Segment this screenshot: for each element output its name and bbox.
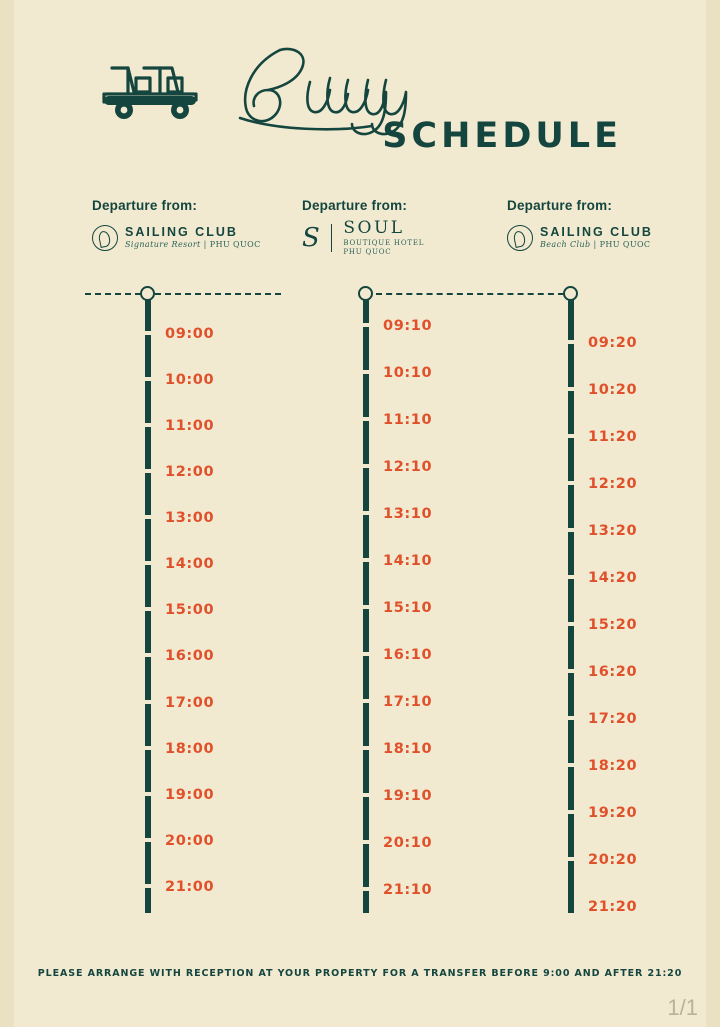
- timeline-tick: [145, 746, 151, 750]
- soul-divider-icon: [331, 224, 332, 252]
- timeline-tick: [145, 653, 151, 657]
- timeline-bar-3: [568, 300, 574, 913]
- time-entry: 16:20: [588, 664, 638, 680]
- time-entry: 21:00: [165, 879, 215, 895]
- time-entry: 21:10: [383, 882, 433, 898]
- time-entry: 10:10: [383, 365, 433, 381]
- timeline-tick: [363, 323, 369, 327]
- soul-logo-icon: S: [302, 223, 320, 253]
- timeline-tick: [363, 511, 369, 515]
- brand-sub-1: Signature Resort | PHU QUOC: [125, 240, 261, 250]
- time-entry: 09:00: [165, 326, 215, 342]
- timeline-tick: [568, 387, 574, 391]
- timeline-tick: [363, 840, 369, 844]
- time-entry: 10:20: [588, 382, 638, 398]
- time-entry: 19:20: [588, 805, 638, 821]
- golf-buggy-icon: [98, 48, 208, 120]
- time-entry: 18:20: [588, 758, 638, 774]
- time-entry: 11:20: [588, 429, 638, 445]
- time-entry: 20:20: [588, 852, 638, 868]
- timeline-tick: [568, 622, 574, 626]
- timeline-node-3: [563, 286, 578, 301]
- brand-sailing-club-beach-club: [507, 221, 695, 255]
- brand-sub-script-1: Signature Resort: [125, 240, 201, 250]
- time-entry: 21:20: [588, 899, 638, 915]
- timeline-tick: [568, 810, 574, 814]
- timeline-tick: [568, 669, 574, 673]
- time-entry: 09:10: [383, 318, 433, 334]
- timeline-tick: [145, 838, 151, 842]
- poster-header: [0, 18, 720, 168]
- timeline-node-1: [140, 286, 155, 301]
- brand-sub-2: [343, 240, 424, 247]
- time-entry: 12:10: [383, 459, 433, 475]
- brand-sub-script-2: BOUTIQUE HOTEL: [343, 238, 425, 247]
- footer-note: PLEASE ARRANGE WITH RECEPTION AT YOUR PROPERTY FOR A TRANSFER BEFORE 9:00 AND AFTER 21:20: [37, 968, 683, 979]
- timeline-tick: [363, 464, 369, 468]
- time-entry: 14:00: [165, 556, 215, 572]
- brand-name-3: SAILING CLUB: [540, 225, 653, 240]
- timeline-node-2: [358, 286, 373, 301]
- timeline-tick: [363, 793, 369, 797]
- time-entry: 15:10: [383, 600, 433, 616]
- time-entry: 16:10: [383, 647, 433, 663]
- timeline-tick: [568, 528, 574, 532]
- time-entry: 19:00: [165, 787, 215, 803]
- time-entry: 13:00: [165, 510, 215, 526]
- timeline-dash-2: [376, 293, 564, 295]
- time-entry: 17:00: [165, 695, 215, 711]
- time-entry: 17:20: [588, 711, 638, 727]
- schedule-columns: [0, 198, 720, 1027]
- departure-label-2: Departure from:: [302, 198, 408, 213]
- time-entry: 20:00: [165, 833, 215, 849]
- schedule-column-3: [485, 198, 695, 915]
- timeline-tick: [363, 887, 369, 891]
- time-entry: 17:10: [383, 694, 433, 710]
- timeline-tick: [145, 700, 151, 704]
- timeline-tick: [145, 607, 151, 611]
- page-counter: 1/1: [667, 995, 698, 1020]
- time-entry: 13:20: [588, 523, 638, 539]
- time-entry: 12:00: [165, 464, 215, 480]
- time-entry: 11:00: [165, 418, 215, 434]
- time-entry: 15:20: [588, 617, 638, 633]
- brand-sub-location-2: PHU QUOC: [343, 247, 392, 256]
- timeline-tick: [568, 857, 574, 861]
- brand-sailing-club-signature-resort: [92, 221, 280, 255]
- brand-name-2: SOUL: [343, 217, 405, 238]
- timeline-tick: [145, 515, 151, 519]
- timeline-tick: [363, 417, 369, 421]
- timeline-tick: [568, 716, 574, 720]
- brand-name-1: SAILING CLUB: [125, 225, 238, 240]
- timeline-tick: [568, 481, 574, 485]
- time-entry: 13:10: [383, 506, 433, 522]
- time-entry: 15:00: [165, 602, 215, 618]
- timeline-tick: [568, 763, 574, 767]
- title-schedule: SCHEDULE: [382, 116, 622, 156]
- timeline-tick: [145, 423, 151, 427]
- timeline-tick: [145, 469, 151, 473]
- departure-label-1: Departure from:: [92, 198, 198, 213]
- timeline-tick: [363, 558, 369, 562]
- timeline-tick: [145, 884, 151, 888]
- timeline-tick: [363, 746, 369, 750]
- timeline-tick: [145, 377, 151, 381]
- brand-sub-3: Beach Club | PHU QUOC: [540, 240, 651, 250]
- timeline-tick: [568, 434, 574, 438]
- time-entry: 19:10: [383, 788, 433, 804]
- timeline-tick: [568, 340, 574, 344]
- time-entry: 18:00: [165, 741, 215, 757]
- time-entry: 14:20: [588, 570, 638, 586]
- timeline-tick: [145, 331, 151, 335]
- timeline-tick: [363, 605, 369, 609]
- time-entry: 10:00: [165, 372, 215, 388]
- timeline-tick: [363, 370, 369, 374]
- time-entry: 18:10: [383, 741, 433, 757]
- time-entry: 20:10: [383, 835, 433, 851]
- timeline-tick: [145, 561, 151, 565]
- schedule-column-2: [280, 198, 490, 898]
- brand-sub-location-3: PHU QUOC: [599, 240, 651, 250]
- timeline-tick: [145, 792, 151, 796]
- schedule-column-1: [70, 198, 280, 895]
- time-entry: 12:20: [588, 476, 638, 492]
- sailing-club-logo-icon: [92, 225, 118, 251]
- time-entry: 16:00: [165, 648, 215, 664]
- timeline-tick: [363, 699, 369, 703]
- brand-sub-script-3: Beach Club: [540, 240, 591, 250]
- brand-sub-location-1: PHU QUOC: [209, 240, 261, 250]
- brand-soul-boutique-hotel: [302, 217, 490, 256]
- timeline-tick: [568, 575, 574, 579]
- sailing-club-logo-icon: [507, 225, 533, 251]
- time-entry: 11:10: [383, 412, 433, 428]
- timeline-dash-1: [85, 293, 281, 295]
- time-entry: 14:10: [383, 553, 433, 569]
- timeline-tick: [363, 652, 369, 656]
- departure-label-3: Departure from:: [507, 198, 613, 213]
- time-entry: 09:20: [588, 335, 638, 351]
